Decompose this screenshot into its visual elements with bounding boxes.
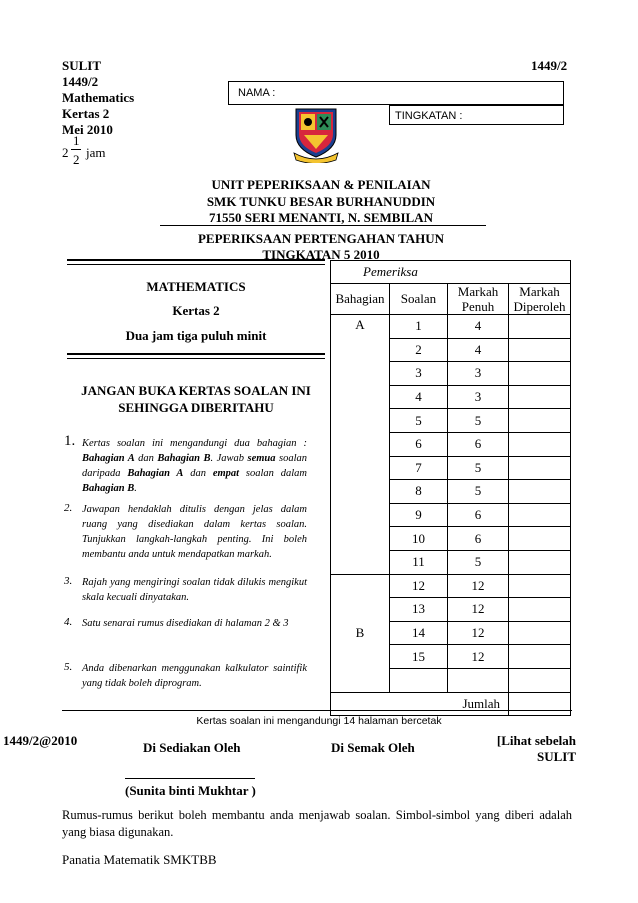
column-header: Bahagian: [331, 284, 390, 315]
sulit-footer: SULIT: [536, 749, 576, 764]
column-header: Soalan: [390, 284, 448, 315]
full-marks-cell: 5: [448, 456, 509, 480]
header-line: 1449/2: [62, 74, 99, 89]
full-marks-cell: 5: [448, 409, 509, 433]
marks-obtained-cell[interactable]: [509, 574, 571, 598]
full-marks-cell: 6: [448, 527, 509, 551]
question-number-cell: 5: [390, 409, 448, 433]
marks-obtained-cell[interactable]: [509, 527, 571, 551]
instruction-number: 3.: [64, 575, 73, 587]
instruction-number: 5.: [64, 661, 73, 673]
marks-obtained-cell[interactable]: [509, 480, 571, 504]
examiner-header: Pemeriksa: [331, 261, 571, 284]
time-denominator: 2: [73, 152, 80, 167]
form-field[interactable]: [389, 105, 564, 125]
checked-by-label: Di Semak Oleh: [331, 740, 415, 755]
marks-obtained-cell[interactable]: [509, 550, 571, 574]
question-number-cell: 1: [390, 315, 448, 339]
question-number-cell: 2: [390, 338, 448, 362]
full-marks-cell: 5: [448, 480, 509, 504]
pages-note: Kertas soalan ini mengandungi 14 halaman bercetak: [196, 715, 442, 727]
question-number-cell: 4: [390, 385, 448, 409]
paper-number: Kertas 2: [172, 303, 220, 318]
exam-form: TINGKATAN 5 2010: [262, 247, 380, 262]
instruction-1: [82, 436, 307, 496]
warning-line: SEHINGGA DIBERITAHU: [118, 400, 274, 415]
instruction-number: 4.: [64, 616, 73, 628]
time-numerator: 1: [73, 133, 80, 148]
question-number-cell: 14: [390, 621, 448, 645]
exam-title: PEPERIKSAAN PERTENGAHAN TAHUN: [197, 231, 445, 246]
paper-code: 1449/2: [531, 58, 568, 73]
question-number-cell: 6: [390, 432, 448, 456]
full-marks-cell: 4: [448, 315, 509, 339]
full-marks-cell: 12: [448, 621, 509, 645]
marks-obtained-cell[interactable]: [509, 409, 571, 433]
full-marks-cell: 6: [448, 503, 509, 527]
marks-obtained-cell[interactable]: [509, 621, 571, 645]
marks-obtained-cell[interactable]: [509, 362, 571, 386]
full-marks-cell: 6: [448, 432, 509, 456]
question-number-cell: 10: [390, 527, 448, 551]
instruction-text: Satu senarai rumus disediakan di halaman 2 & 3: [82, 618, 289, 629]
institution-address: 71550 SERI MENANTI, N. SEMBILAN: [209, 210, 433, 225]
school-crest-logo: [290, 105, 342, 163]
question-number-cell: 11: [390, 550, 448, 574]
name-label: NAMA :: [238, 87, 276, 99]
question-number-cell: 7: [390, 456, 448, 480]
institution-unit: UNIT PEPERIKSAAN & PENILAIAN: [211, 177, 431, 192]
question-number-cell: 9: [390, 503, 448, 527]
formula-note: Rumus-rumus berikut boleh membantu anda menjawab soalan. Simbol-simbol yang diberi adalah yang biasa digunakan.: [62, 808, 572, 839]
institution-school: SMK TUNKU BESAR BURHANUDDIN: [206, 193, 436, 209]
form-label: TINGKATAN :: [395, 110, 463, 122]
warning-line: JANGAN BUKA KERTAS SOALAN INI: [81, 383, 311, 398]
table-row: [331, 315, 571, 339]
column-header: Markah Penuh: [448, 284, 509, 315]
section-b-cell: B: [331, 574, 390, 692]
turn-over-text: [Lihat sebelah: [496, 733, 576, 748]
instruction-text: Rajah yang mengiringi soalan tidak dilukis mengikut skala kecuali dinyatakan.: [82, 577, 307, 603]
question-number-cell: [390, 668, 448, 692]
time-whole: 2: [62, 145, 69, 160]
preparer-name: (Sunita binti Mukhtar ): [125, 783, 256, 798]
subject-title: MATHEMATICS: [146, 279, 246, 294]
panel-name: Panatia Matematik SMKTBB: [62, 852, 217, 867]
table-row: [331, 574, 571, 598]
marks-obtained-cell[interactable]: [509, 456, 571, 480]
header-line: SULIT: [62, 58, 102, 73]
marks-obtained-cell[interactable]: [509, 385, 571, 409]
warning-notice: [67, 382, 325, 416]
instruction-text: Anda dibenarkan menggunakan kalkulator saintifik yang tidak boleh diprogram.: [82, 663, 307, 689]
question-number-cell: 12: [390, 574, 448, 598]
full-marks-cell: 12: [448, 574, 509, 598]
question-number-cell: 8: [390, 480, 448, 504]
question-number-cell: 3: [390, 362, 448, 386]
full-marks-cell: 12: [448, 598, 509, 622]
header-line: Mathematics: [62, 90, 135, 105]
institution-block: [0, 177, 638, 227]
turn-over-note: [497, 733, 576, 765]
duration-text: Dua jam tiga puluh minit: [125, 328, 267, 343]
full-marks-cell: 4: [448, 338, 509, 362]
full-marks-cell: 5: [448, 550, 509, 574]
marks-obtained-cell[interactable]: [509, 432, 571, 456]
time-unit: jam: [86, 145, 106, 160]
section-a-cell: A: [331, 315, 390, 575]
marks-obtained-cell[interactable]: [509, 645, 571, 669]
marks-table: [330, 260, 571, 716]
instruction-text: Kertas soalan ini mengandungi dua bahagian : Bahagian A dan Bahagian B. Jawab semua soalan daripada Bahagian A dan empat soalan dalam Bahagian B.: [82, 438, 308, 494]
marks-obtained-cell[interactable]: [509, 598, 571, 622]
instruction-number: 2.: [64, 502, 73, 514]
header-line: Mei 2010: [62, 122, 113, 137]
question-number-cell: 15: [390, 645, 448, 669]
footer-code: 1449/2@2010: [3, 733, 78, 748]
full-marks-cell: 3: [448, 385, 509, 409]
header-line: Kertas 2: [62, 106, 110, 121]
marks-obtained-cell[interactable]: [509, 668, 571, 692]
instruction-text: Jawapan hendaklah ditulis dengan jelas dalam ruang yang disediakan dalam kertas soalan. Tunjukkan langkah-langkah penting. Ini boleh membantu anda untuk mendapatkan markah.: [82, 504, 307, 560]
marks-obtained-cell[interactable]: [509, 503, 571, 527]
full-marks-cell: [448, 668, 509, 692]
total-obtained-cell[interactable]: [509, 692, 571, 716]
column-header: Markah Diperoleh: [509, 284, 571, 315]
marks-obtained-cell[interactable]: [509, 338, 571, 362]
full-marks-cell: 12: [448, 645, 509, 669]
prepared-by-label: Di Sediakan Oleh: [143, 740, 241, 755]
question-number-cell: 13: [390, 598, 448, 622]
instruction-number: 1.: [64, 433, 76, 449]
name-field[interactable]: [228, 81, 564, 105]
full-marks-cell: 3: [448, 362, 509, 386]
total-label: Jumlah: [331, 692, 509, 716]
paper-header-info: [62, 58, 134, 138]
marks-obtained-cell[interactable]: [509, 315, 571, 339]
